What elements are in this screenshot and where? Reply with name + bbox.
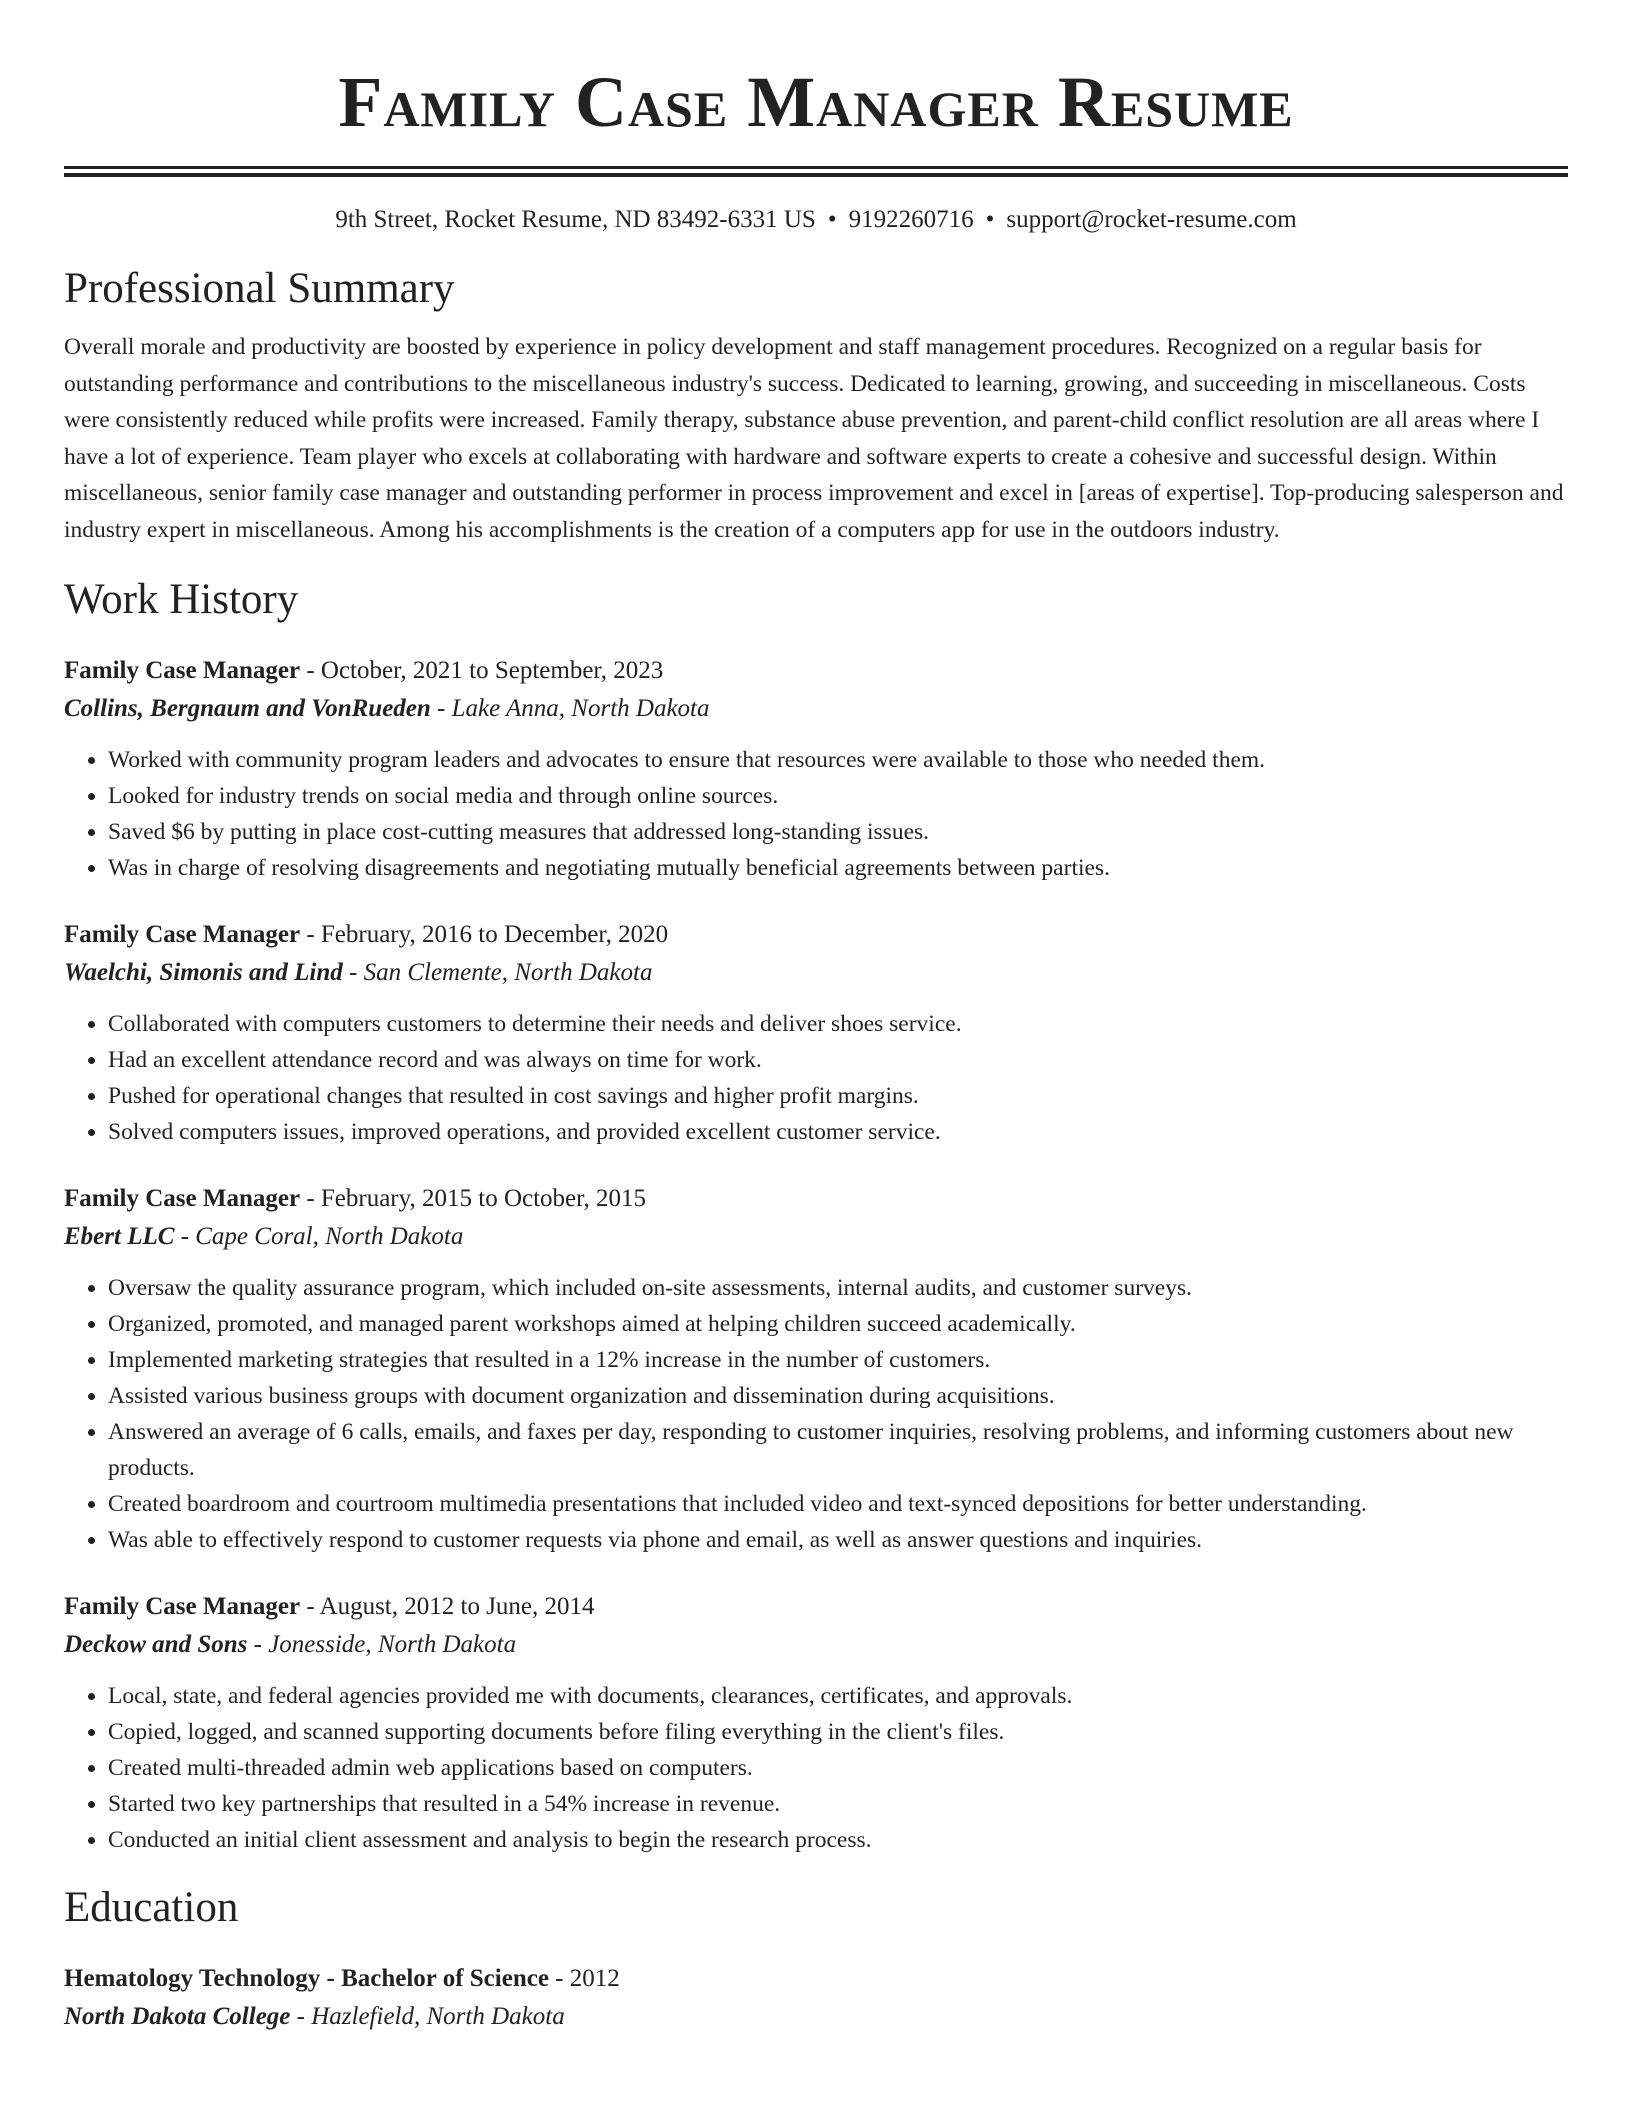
job-company-line (64, 689, 1568, 728)
job-entry (64, 1180, 1568, 1558)
job-bullet: • Worked with community program leaders and advocates to ensure that resources were available to those who needed them. (108, 742, 1568, 778)
job-location: Jonesside, North Dakota (268, 1631, 517, 1658)
job-bullet: • Saved $6 by putting in place cost-cutting measures that addressed long-standing issues. (108, 814, 1568, 850)
job-bullet: • Oversaw the quality assurance program, which included on-site assessments, internal audits, and customer surveys. (108, 1270, 1568, 1306)
job-company: Ebert LLC (64, 1223, 175, 1250)
education-school: North Dakota College (64, 2003, 291, 2030)
job-bullets (64, 1270, 1568, 1558)
job-dash: - (342, 959, 364, 986)
job-dash: - (300, 1593, 320, 1620)
job-company: Waelchi, Simonis and Lind (64, 959, 343, 986)
job-dash: - (174, 1223, 196, 1250)
resume-title: Family Case Manager Resume (338, 62, 1294, 142)
education-location: Hazlefield, North Dakota (311, 2003, 565, 2030)
job-company-line (64, 1217, 1568, 1256)
job-title-line (64, 1588, 1568, 1625)
job-dash: - (300, 921, 321, 948)
education-degree: Hematology Technology - Bachelor of Science (64, 1965, 549, 1992)
summary-text: Overall morale and productivity are boosted by experience in policy development and staff management procedures. Recognized on a regular basis for outstanding performance and contributions to the miscellaneous industry's success. Dedicated to learning, growing, and succeeding in miscellaneous. Costs were consistently reduced while profits were increased. Family therapy, substance abuse prevention, and parent-child conflict resolution are all areas where I have a lot of experience. Team player who excels at collaborating with hardware and software experts to create a cohesive and successful design. Within miscellaneous, senior family case manager and outstanding performer in process improvement and excel in [areas of expertise]. Top-producing salesperson and industry expert in miscellaneous. Among his accomplishments is the creation of a computers app for use in the outdoors industry. (64, 334, 1564, 543)
job-dates: February, 2015 to October, 2015 (320, 1185, 646, 1212)
job-dates: February, 2016 to December, 2020 (320, 921, 669, 948)
title-double-rule (64, 166, 1568, 177)
job-dash: - (247, 1631, 269, 1658)
contact-separator: • (985, 206, 995, 233)
job-location: San Clemente, North Dakota (363, 959, 653, 986)
job-bullet: • Conducted an initial client assessment and analysis to begin the research process. (108, 1822, 1568, 1858)
education-year: 2012 (569, 1965, 620, 1992)
job-bullet: • Implemented marketing strategies that resulted in a 12% increase in the number of customers. (108, 1342, 1568, 1378)
summary-heading: Professional Summary (64, 265, 455, 312)
job-dash: - (430, 695, 452, 722)
job-bullet: • Assisted various business groups with document organization and dissemination during acquisitions. (108, 1378, 1568, 1414)
job-company: Collins, Bergnaum and VonRueden (64, 695, 431, 722)
job-entry (64, 1588, 1568, 1858)
education-degree-line (64, 1960, 1568, 1997)
job-company: Deckow and Sons (64, 1631, 248, 1658)
contact-email: support@rocket-resume.com (1006, 206, 1297, 233)
job-bullet: • Started two key partnerships that resulted in a 54% increase in revenue. (108, 1786, 1568, 1822)
job-bullet: • Copied, logged, and scanned supporting documents before filing everything in the client's files. (108, 1714, 1568, 1750)
job-company-line (64, 1625, 1568, 1664)
job-bullet: • Organized, promoted, and managed parent workshops aimed at helping children succeed academically. (108, 1306, 1568, 1342)
education-dash: - (548, 1965, 570, 1992)
job-bullet: • Was able to effectively respond to customer requests via phone and email, as well as answer questions and inquiries. (108, 1522, 1568, 1558)
job-bullets (64, 742, 1568, 886)
job-bullet: • Created multi-threaded admin web applications based on computers. (108, 1750, 1568, 1786)
education-dash: - (290, 2003, 312, 2030)
job-title-line (64, 652, 1568, 689)
work-history-heading: Work History (64, 576, 299, 623)
job-bullet: • Had an excellent attendance record and was always on time for work. (108, 1042, 1568, 1078)
job-dash: - (300, 1185, 321, 1212)
job-bullet: • Was in charge of resolving disagreements and negotiating mutually beneficial agreements between parties. (108, 850, 1568, 886)
education-entry (64, 1960, 1568, 2036)
job-bullet: • Pushed for operational changes that resulted in cost savings and higher profit margins. (108, 1078, 1568, 1114)
job-company-line (64, 953, 1568, 992)
job-bullet: • Solved computers issues, improved operations, and provided excellent customer service. (108, 1114, 1568, 1150)
job-title: Family Case Manager (64, 1593, 301, 1620)
contact-address: 9th Street, Rocket Resume, ND 83492-6331 US (335, 206, 816, 233)
job-entry (64, 652, 1568, 886)
job-bullet: • Answered an average of 6 calls, emails, and faxes per day, responding to customer inquiries, resolving problems, and informing customers about new products. (108, 1414, 1568, 1486)
job-dates: August, 2012 to June, 2014 (319, 1593, 595, 1620)
contact-phone: 9192260716 (848, 206, 974, 233)
contact-line (64, 203, 1568, 237)
job-title: Family Case Manager (64, 1185, 301, 1212)
job-dates: October, 2021 to September, 2023 (320, 657, 664, 684)
job-bullets (64, 1006, 1568, 1150)
job-bullet: • Created boardroom and courtroom multimedia presentations that included video and text-synced depositions for better understanding. (108, 1486, 1568, 1522)
job-bullet: • Looked for industry trends on social media and through online sources. (108, 778, 1568, 814)
education-school-line (64, 1997, 1568, 2036)
job-location: Lake Anna, North Dakota (451, 695, 710, 722)
job-bullets (64, 1678, 1568, 1858)
job-title-line (64, 916, 1568, 953)
education-heading: Education (64, 1884, 239, 1931)
job-entry (64, 916, 1568, 1150)
job-title: Family Case Manager (64, 921, 301, 948)
job-dash: - (300, 657, 321, 684)
contact-separator: • (827, 206, 837, 233)
job-bullet: • Local, state, and federal agencies provided me with documents, clearances, certificates, and approvals. (108, 1678, 1568, 1714)
job-bullet: • Collaborated with computers customers to determine their needs and deliver shoes service. (108, 1006, 1568, 1042)
job-title-line (64, 1180, 1568, 1217)
job-location: Cape Coral, North Dakota (195, 1223, 464, 1250)
job-title: Family Case Manager (64, 657, 301, 684)
